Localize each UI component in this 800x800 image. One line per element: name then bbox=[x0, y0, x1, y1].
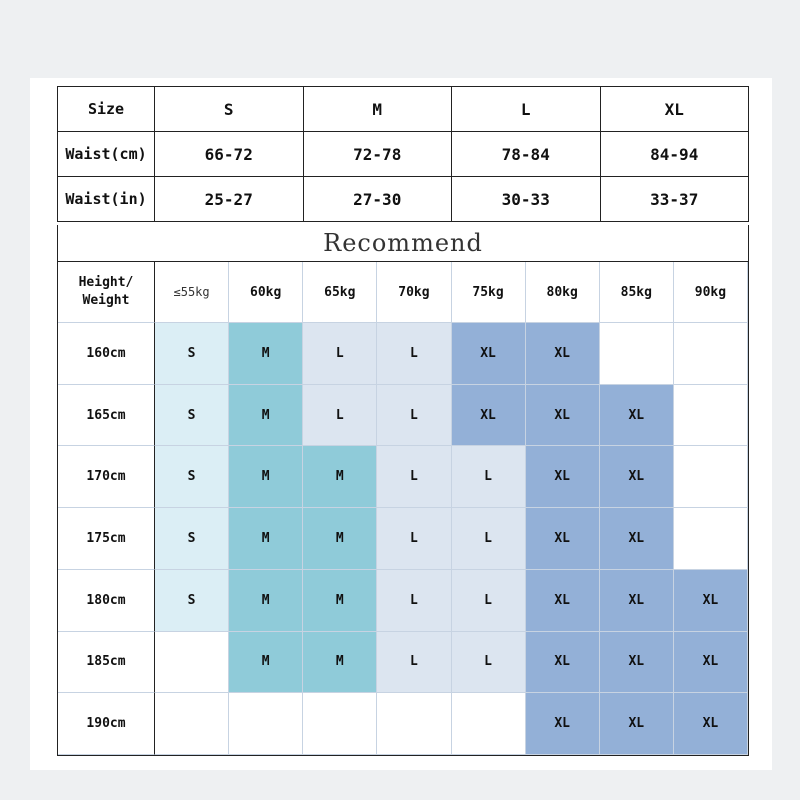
size-header-row bbox=[58, 87, 749, 132]
size-cell: S bbox=[155, 570, 229, 632]
weight-header-6: 85kg bbox=[600, 262, 674, 323]
size-cell: XL bbox=[526, 508, 600, 570]
size-header-label: Size bbox=[58, 87, 155, 132]
size-cell: XL bbox=[526, 323, 600, 385]
weight-header-2: 65kg bbox=[303, 262, 377, 323]
size-table bbox=[57, 86, 749, 222]
height-label-175cm: 175cm bbox=[58, 508, 155, 570]
size-cell: L bbox=[452, 508, 526, 570]
size-cell: XL bbox=[600, 508, 674, 570]
size-cell: S bbox=[155, 446, 229, 508]
waist-in-s: 25-27 bbox=[155, 177, 304, 222]
height-label-180cm: 180cm bbox=[58, 570, 155, 632]
size-cell bbox=[600, 323, 674, 385]
waist-in-row bbox=[58, 177, 749, 222]
size-cell: XL bbox=[452, 323, 526, 385]
height-weight-corner bbox=[58, 262, 155, 323]
size-cell bbox=[452, 693, 526, 755]
size-cell: XL bbox=[600, 385, 674, 447]
size-header-s: S bbox=[155, 87, 304, 132]
size-cell: M bbox=[303, 570, 377, 632]
size-cell: S bbox=[155, 385, 229, 447]
size-cell: M bbox=[229, 385, 303, 447]
size-cell: M bbox=[229, 446, 303, 508]
size-cell bbox=[377, 693, 451, 755]
size-cell: XL bbox=[600, 693, 674, 755]
weight-header-4: 75kg bbox=[452, 262, 526, 323]
height-label-170cm: 170cm bbox=[58, 446, 155, 508]
weight-header-7: 90kg bbox=[674, 262, 748, 323]
size-cell: M bbox=[303, 632, 377, 694]
size-cell: M bbox=[229, 632, 303, 694]
size-cell: S bbox=[155, 508, 229, 570]
waist-cm-label: Waist(cm) bbox=[58, 132, 155, 177]
size-cell: L bbox=[452, 446, 526, 508]
size-cell: XL bbox=[526, 446, 600, 508]
waist-cm-m: 72-78 bbox=[303, 132, 452, 177]
size-cell bbox=[674, 385, 748, 447]
size-cell: XL bbox=[600, 632, 674, 694]
size-cell: L bbox=[377, 632, 451, 694]
waist-in-m: 27-30 bbox=[303, 177, 452, 222]
corner-line-weight: Weight bbox=[82, 293, 130, 308]
size-cell: XL bbox=[452, 385, 526, 447]
size-header-l: L bbox=[452, 87, 601, 132]
size-cell: M bbox=[303, 446, 377, 508]
size-cell bbox=[155, 693, 229, 755]
height-label-165cm: 165cm bbox=[58, 385, 155, 447]
height-label-190cm: 190cm bbox=[58, 693, 155, 755]
size-cell bbox=[155, 632, 229, 694]
size-cell: XL bbox=[526, 693, 600, 755]
corner-line-height: Height/ bbox=[78, 275, 134, 290]
size-cell: XL bbox=[526, 570, 600, 632]
height-label-160cm: 160cm bbox=[58, 323, 155, 385]
size-cell bbox=[674, 446, 748, 508]
size-cell: XL bbox=[600, 446, 674, 508]
waist-in-label: Waist(in) bbox=[58, 177, 155, 222]
size-cell: L bbox=[377, 446, 451, 508]
waist-in-xl: 33-37 bbox=[600, 177, 749, 222]
size-cell: XL bbox=[674, 693, 748, 755]
size-cell: L bbox=[452, 632, 526, 694]
size-cell bbox=[303, 693, 377, 755]
size-cell bbox=[674, 508, 748, 570]
waist-cm-s: 66-72 bbox=[155, 132, 304, 177]
weight-header-5: 80kg bbox=[526, 262, 600, 323]
size-cell: L bbox=[377, 570, 451, 632]
size-cell: M bbox=[229, 508, 303, 570]
weight-header-1: 60kg bbox=[229, 262, 303, 323]
size-cell: M bbox=[303, 508, 377, 570]
size-cell: L bbox=[452, 570, 526, 632]
waist-in-l: 30-33 bbox=[452, 177, 601, 222]
size-chart bbox=[57, 86, 749, 756]
size-cell: M bbox=[229, 570, 303, 632]
size-cell: L bbox=[377, 385, 451, 447]
recommend-title: Recommend bbox=[57, 225, 749, 262]
size-cell: L bbox=[303, 385, 377, 447]
weight-header-3: 70kg bbox=[377, 262, 451, 323]
size-cell: S bbox=[155, 323, 229, 385]
size-cell: L bbox=[377, 323, 451, 385]
size-cell: XL bbox=[674, 570, 748, 632]
size-cell: XL bbox=[526, 385, 600, 447]
recommend-grid bbox=[57, 262, 749, 756]
size-cell: L bbox=[303, 323, 377, 385]
weight-header-0: ≤55kg bbox=[155, 262, 229, 323]
size-cell: L bbox=[377, 508, 451, 570]
size-cell: XL bbox=[600, 570, 674, 632]
height-label-185cm: 185cm bbox=[58, 632, 155, 694]
size-cell: M bbox=[229, 323, 303, 385]
waist-cm-row bbox=[58, 132, 749, 177]
size-cell: XL bbox=[674, 632, 748, 694]
size-cell bbox=[229, 693, 303, 755]
size-cell: XL bbox=[526, 632, 600, 694]
size-cell bbox=[674, 323, 748, 385]
size-header-xl: XL bbox=[600, 87, 749, 132]
size-header-m: M bbox=[303, 87, 452, 132]
waist-cm-l: 78-84 bbox=[452, 132, 601, 177]
waist-cm-xl: 84-94 bbox=[600, 132, 749, 177]
